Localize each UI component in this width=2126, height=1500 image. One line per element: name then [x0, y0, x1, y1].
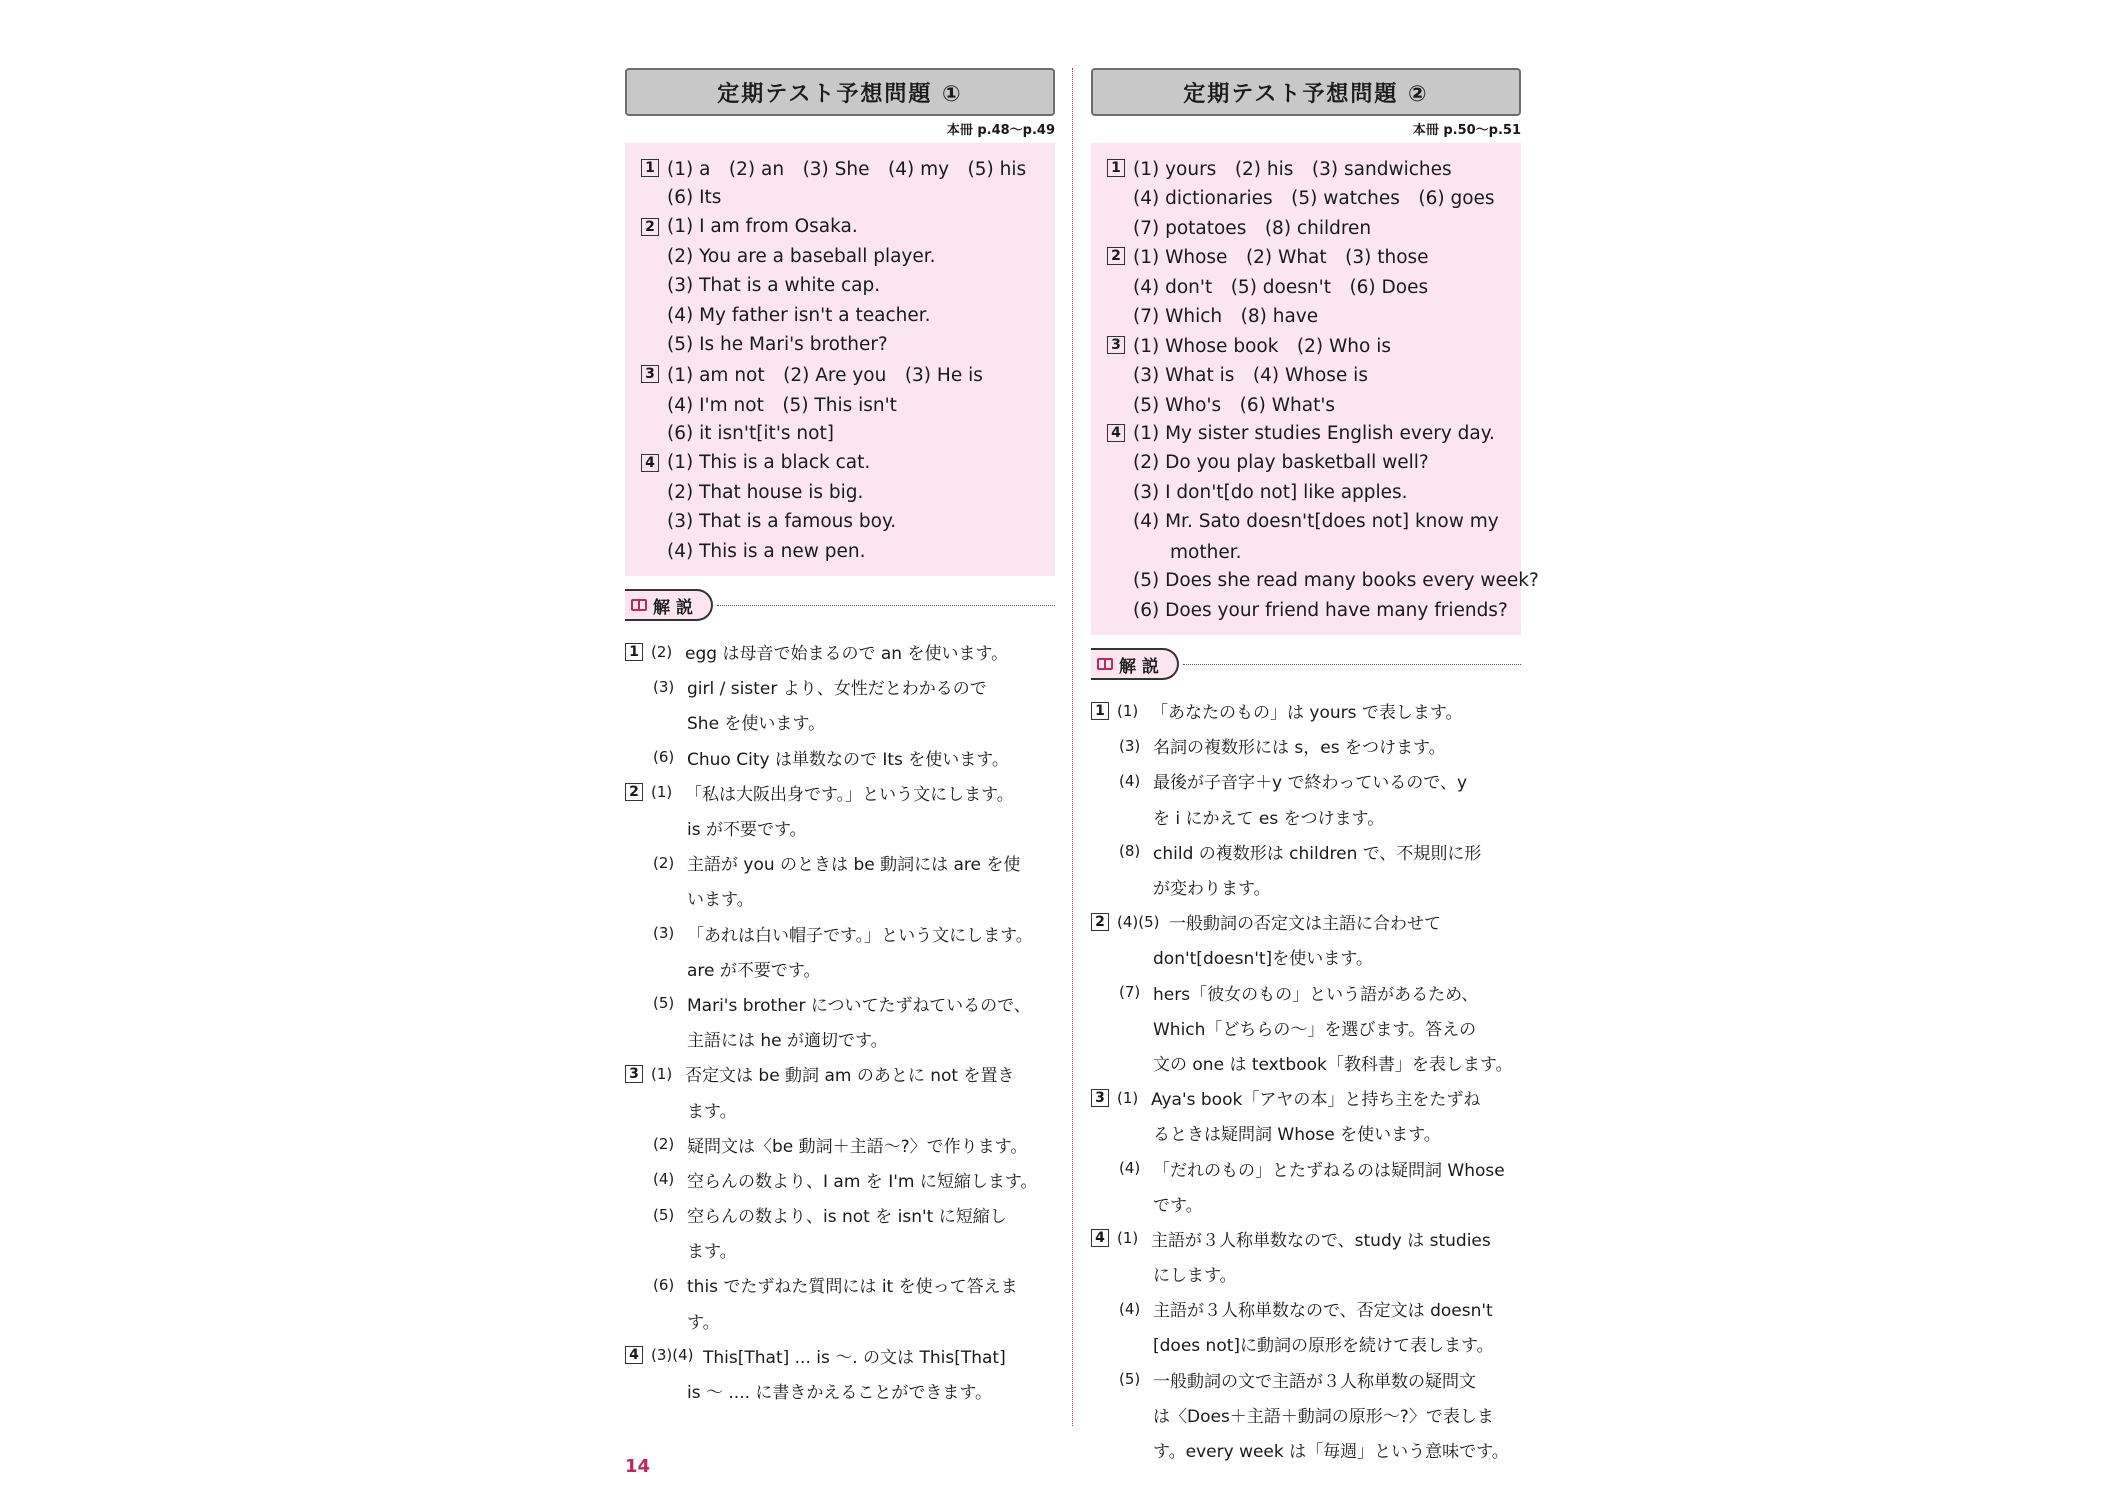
answer-row — [1107, 389, 1521, 419]
answer-text: (2) Do you play basketball well? — [1133, 452, 1429, 474]
explanation-row — [625, 1056, 1055, 1091]
book-icon — [1097, 658, 1113, 670]
book-icon — [631, 599, 647, 611]
answer-text: (7) Which (8) have — [1133, 306, 1319, 328]
answer-text: (6) Does your friend have many friends? — [1133, 599, 1508, 621]
explanation-text: 主語が３人称単数なので、study は studies — [1151, 1230, 1491, 1251]
explanation-text: She を使います。 — [687, 714, 826, 735]
explanation-text: 一般動詞の文で主語が３人称単数の疑問文 — [1153, 1371, 1476, 1392]
answer-row — [1107, 360, 1521, 390]
item-number: (4) — [1119, 1299, 1141, 1318]
answer-text: (1) yours (2) his (3) sandwiches — [1133, 158, 1452, 180]
explanation-text: を i にかえて es をつけます。 — [1153, 808, 1385, 829]
explanation-row — [625, 634, 1055, 669]
answer-row — [641, 330, 1055, 360]
answer-row — [1107, 301, 1521, 331]
section-title: 定期テスト予想問題 ② — [1091, 68, 1521, 116]
explanation-text: this でたずねた質問には it を使って答えま — [687, 1277, 1018, 1298]
answer-text: (3) That is a white cap. — [667, 275, 881, 297]
explanation-row — [625, 845, 1055, 880]
question-number: 2 — [1107, 247, 1125, 265]
explanation-text: egg は母音で始まるので an を使います。 — [685, 644, 1009, 665]
explanation-text: 空らんの数より、is not を isn't に短縮し — [687, 1207, 1007, 1228]
explanation-row — [625, 880, 1055, 915]
page-reference: 本冊 p.48〜p.49 — [946, 123, 1055, 138]
answer-row — [641, 360, 1055, 390]
answer-row — [1107, 448, 1521, 478]
answer-text: (1) Whose (2) What (3) those — [1133, 247, 1429, 269]
explanation-text: 空らんの数より、I am を I'm に短縮します。 — [687, 1171, 1038, 1192]
question-number: 4 — [625, 1346, 643, 1364]
answer-row — [1107, 271, 1521, 301]
explanation-row — [625, 1303, 1055, 1338]
answer-row — [1107, 596, 1521, 626]
question-number: 4 — [1107, 424, 1125, 442]
explanation-text: 主語には he が適切です。 — [687, 1031, 888, 1052]
answer-text: (4) dictionaries (5) watches (6) goes — [1133, 188, 1495, 210]
explanation-text: 最後が子音字＋y で終わっているので、y — [1153, 773, 1468, 794]
item-number: (5) — [653, 994, 675, 1013]
explanation-text: don't[doesn't]を使います。 — [1153, 949, 1373, 970]
answer-row — [1107, 212, 1521, 242]
answer-row — [641, 271, 1055, 301]
answer-text: (4) Mr. Sato doesn't[does not] know my — [1133, 511, 1499, 533]
explanation-text: 名詞の複数形には s，es をつけます。 — [1153, 738, 1446, 759]
explanation-text: す。 — [687, 1312, 720, 1333]
explanation-text: です。 — [1153, 1195, 1203, 1216]
explanation-row — [625, 1127, 1055, 1162]
answer-row — [641, 153, 1055, 183]
explanation-row — [625, 986, 1055, 1021]
answer-row — [1107, 242, 1521, 272]
explanation-text: hers「彼女のもの」という語があるため、 — [1153, 984, 1479, 1005]
item-number: (2) — [653, 1135, 675, 1154]
answer-text: (7) potatoes (8) children — [1133, 217, 1372, 239]
explanation-row — [1091, 1362, 1521, 1397]
explanation-row — [1091, 728, 1521, 763]
explanation-text: Chuo City は単数なので Its を使います。 — [687, 749, 1009, 770]
divider-line — [717, 605, 1055, 606]
kaisetsu-label: 解 説 — [1119, 656, 1159, 677]
answer-row — [641, 301, 1055, 331]
answer-text: mother. — [1133, 542, 1242, 564]
answer-text: (6) Its — [667, 186, 722, 208]
column-divider — [1072, 68, 1073, 1426]
answer-row — [1107, 478, 1521, 508]
explanation-text: This[That] ... is 〜. の文は This[That] — [703, 1347, 1006, 1368]
answer-row — [1107, 566, 1539, 596]
explanation-text: ます。 — [687, 1242, 737, 1263]
item-number: (4) — [653, 1170, 675, 1189]
answer-box — [625, 143, 1055, 576]
answer-row — [641, 212, 1055, 242]
explanation-row — [1091, 1397, 1521, 1432]
question-number: 3 — [641, 365, 659, 383]
item-number: (3)(4) — [651, 1346, 694, 1365]
item-number: (1) — [1117, 1229, 1139, 1248]
answer-text: (4) This is a new pen. — [667, 540, 866, 562]
explanation-text: 「私は大阪出身です。」という文にします。 — [685, 784, 1014, 805]
answer-row — [641, 448, 1055, 478]
explanation-text: 「あなたのもの」は yours で表します。 — [1151, 703, 1463, 724]
explanation-text: 「だれのもの」とたずねるのは疑問詞 Whose — [1153, 1160, 1505, 1181]
answer-text: (3) I don't[do not] like apples. — [1133, 481, 1408, 503]
explanation-text: は〈Does＋主語＋動詞の原形〜?〉で表しま — [1153, 1406, 1494, 1427]
explanation-text: girl / sister より、女性だとわかるので — [687, 679, 987, 700]
explanation-text: 主語が３人称単数なので、否定文は doesn't — [1153, 1301, 1493, 1322]
answer-row — [641, 389, 1055, 419]
explanation-text: す。every week は「毎週」という意味です。 — [1153, 1442, 1509, 1463]
question-number: 2 — [625, 783, 643, 801]
explanation-row — [625, 1091, 1055, 1126]
answer-row — [641, 537, 1055, 567]
item-number: (3) — [653, 924, 675, 943]
explanation-text: ます。 — [687, 1101, 737, 1122]
item-number: (4)(5) — [1117, 912, 1160, 931]
answer-row — [1107, 419, 1521, 449]
kaisetsu-header — [1091, 647, 1521, 681]
explanation-row — [1091, 1221, 1521, 1256]
explanation-row — [1091, 1080, 1521, 1115]
question-number: 2 — [1091, 913, 1109, 931]
right-column — [1091, 68, 1539, 1467]
explanation-text: Mari's brother についてたずねているので、 — [687, 995, 1031, 1016]
answer-row — [1107, 537, 1521, 567]
answer-row — [1107, 507, 1521, 537]
explanation-row — [1091, 1256, 1521, 1291]
kaisetsu-tag — [625, 589, 713, 621]
explanation-row — [1091, 1291, 1521, 1326]
explanation-text: にします。 — [1153, 1266, 1237, 1287]
item-number: (4) — [1119, 1159, 1141, 1178]
explanation-text: child の複数形は children で、不規則に形 — [1153, 843, 1482, 864]
explanation-row — [1091, 1150, 1521, 1185]
kaisetsu-label: 解 説 — [653, 597, 693, 618]
explanation-row — [1091, 869, 1521, 904]
explanation-text: [does not]に動詞の原形を続けて表します。 — [1153, 1336, 1494, 1357]
answer-text: (5) Is he Mari's brother? — [667, 334, 888, 356]
item-number: (1) — [651, 783, 673, 802]
explanation-row — [1091, 1045, 1521, 1080]
explanation-row — [1091, 834, 1521, 869]
explanation-text: 主語が you のときは be 動詞には are を使 — [687, 855, 1021, 876]
explanation-text: 一般動詞の否定文は主語に合わせて — [1169, 914, 1441, 935]
page-number: 14 — [625, 1456, 651, 1477]
question-number: 1 — [1107, 159, 1125, 177]
answer-text: (3) What is (4) Whose is — [1133, 365, 1368, 387]
item-number: (1) — [1117, 701, 1139, 720]
answer-text: (6) it isn't[it's not] — [667, 422, 834, 444]
explanation-row — [625, 1197, 1055, 1232]
item-number: (6) — [653, 748, 675, 767]
item-number: (7) — [1119, 983, 1141, 1002]
answer-text: (2) You are a baseball player. — [667, 245, 936, 267]
section-title: 定期テスト予想問題 ① — [625, 68, 1055, 116]
explanation-list — [1091, 693, 1521, 1467]
item-number: (4) — [1119, 771, 1141, 790]
answer-text: (1) My sister studies English every day. — [1133, 422, 1495, 444]
answer-text: (4) don't (5) doesn't (6) Does — [1133, 276, 1429, 298]
question-number: 3 — [625, 1065, 643, 1083]
answer-text: (5) Does she read many books every week? — [1133, 570, 1539, 592]
item-number: (3) — [1119, 736, 1141, 755]
explanation-row — [1091, 1115, 1521, 1150]
explanation-row — [625, 740, 1055, 775]
explanation-text: is 〜 .... に書きかえることができます。 — [687, 1383, 993, 1404]
item-number: (5) — [653, 1205, 675, 1224]
left-column — [625, 68, 1055, 1408]
explanation-text: 否定文は be 動詞 am のあとに not を置き — [685, 1066, 1015, 1087]
question-number: 1 — [1091, 702, 1109, 720]
answer-row — [641, 507, 1055, 537]
explanation-row — [1091, 904, 1521, 939]
explanation-row — [625, 916, 1055, 951]
explanation-row — [625, 1162, 1055, 1197]
explanation-text: are が不要です。 — [687, 960, 821, 981]
explanation-text: Which「どちらの〜」を選びます。答えの — [1153, 1019, 1477, 1040]
explanation-row — [1091, 939, 1521, 974]
explanation-row — [1091, 1186, 1521, 1221]
explanation-row — [625, 704, 1055, 739]
explanation-row — [625, 1021, 1055, 1056]
divider-line — [1183, 664, 1521, 665]
answer-text: (4) I'm not (5) This isn't — [667, 394, 897, 416]
question-number: 4 — [1091, 1229, 1109, 1247]
explanation-row — [625, 1338, 1055, 1373]
explanation-row — [1091, 1010, 1521, 1045]
explanation-row — [625, 951, 1055, 986]
explanation-text: 疑問文は〈be 動詞＋主語〜?〉で作ります。 — [687, 1136, 1028, 1157]
explanation-list — [625, 634, 1055, 1408]
answer-text: (2) That house is big. — [667, 481, 864, 503]
answer-row — [1107, 153, 1521, 183]
explanation-text: るときは疑問詞 Whose を使います。 — [1153, 1125, 1441, 1146]
answer-text: (1) Whose book (2) Who is — [1133, 335, 1391, 357]
explanation-text: Aya's book「アヤの本」と持ち主をたずね — [1151, 1090, 1481, 1111]
item-number: (2) — [653, 853, 675, 872]
explanation-text: が変わります。 — [1153, 879, 1271, 900]
answer-text: (1) a (2) an (3) She (4) my (5) his — [667, 158, 1027, 180]
explanation-row — [1091, 799, 1521, 834]
answer-row — [641, 183, 1055, 213]
answer-text: (5) Who's (6) What's — [1133, 394, 1336, 416]
item-number: (8) — [1119, 842, 1141, 861]
explanation-row — [1091, 1326, 1521, 1361]
question-number: 1 — [641, 159, 659, 177]
question-number: 1 — [625, 643, 643, 661]
explanation-text: is が不要です。 — [687, 820, 807, 841]
question-number: 3 — [1091, 1089, 1109, 1107]
item-number: (2) — [651, 642, 673, 661]
explanation-text: 「あれは白い帽子です。」という文にします。 — [687, 925, 1033, 946]
answer-row — [641, 478, 1055, 508]
kaisetsu-header — [625, 588, 1055, 622]
item-number: (1) — [1117, 1088, 1139, 1107]
explanation-text: います。 — [687, 890, 754, 911]
explanation-row — [1091, 975, 1521, 1010]
explanation-row — [1091, 693, 1521, 728]
explanation-row — [625, 775, 1055, 810]
answer-box — [1091, 143, 1539, 635]
answer-text: (4) My father isn't a teacher. — [667, 304, 931, 326]
question-number: 2 — [641, 218, 659, 236]
answer-row — [641, 419, 1055, 449]
answer-text: (3) That is a famous boy. — [667, 511, 897, 533]
item-number: (5) — [1119, 1370, 1141, 1389]
explanation-row — [625, 1373, 1055, 1408]
explanation-text: 文の one は textbook「教科書」を表します。 — [1153, 1054, 1513, 1075]
explanation-row — [625, 1267, 1055, 1302]
question-number: 3 — [1107, 336, 1125, 354]
explanation-row — [625, 810, 1055, 845]
item-number: (6) — [653, 1275, 675, 1294]
item-number: (1) — [651, 1064, 673, 1083]
answer-text: (1) am not (2) Are you (3) He is — [667, 365, 983, 387]
answer-row — [641, 242, 1055, 272]
answer-row — [1107, 183, 1521, 213]
page-reference: 本冊 p.50〜p.51 — [1412, 123, 1521, 138]
answer-text: (1) This is a black cat. — [667, 452, 871, 474]
kaisetsu-tag — [1091, 648, 1179, 680]
answer-text: (1) I am from Osaka. — [667, 216, 858, 238]
explanation-row — [625, 669, 1055, 704]
question-number: 4 — [641, 454, 659, 472]
answer-row — [1107, 330, 1521, 360]
explanation-row — [1091, 763, 1521, 798]
explanation-row — [1091, 1432, 1521, 1467]
item-number: (3) — [653, 677, 675, 696]
explanation-row — [625, 1232, 1055, 1267]
